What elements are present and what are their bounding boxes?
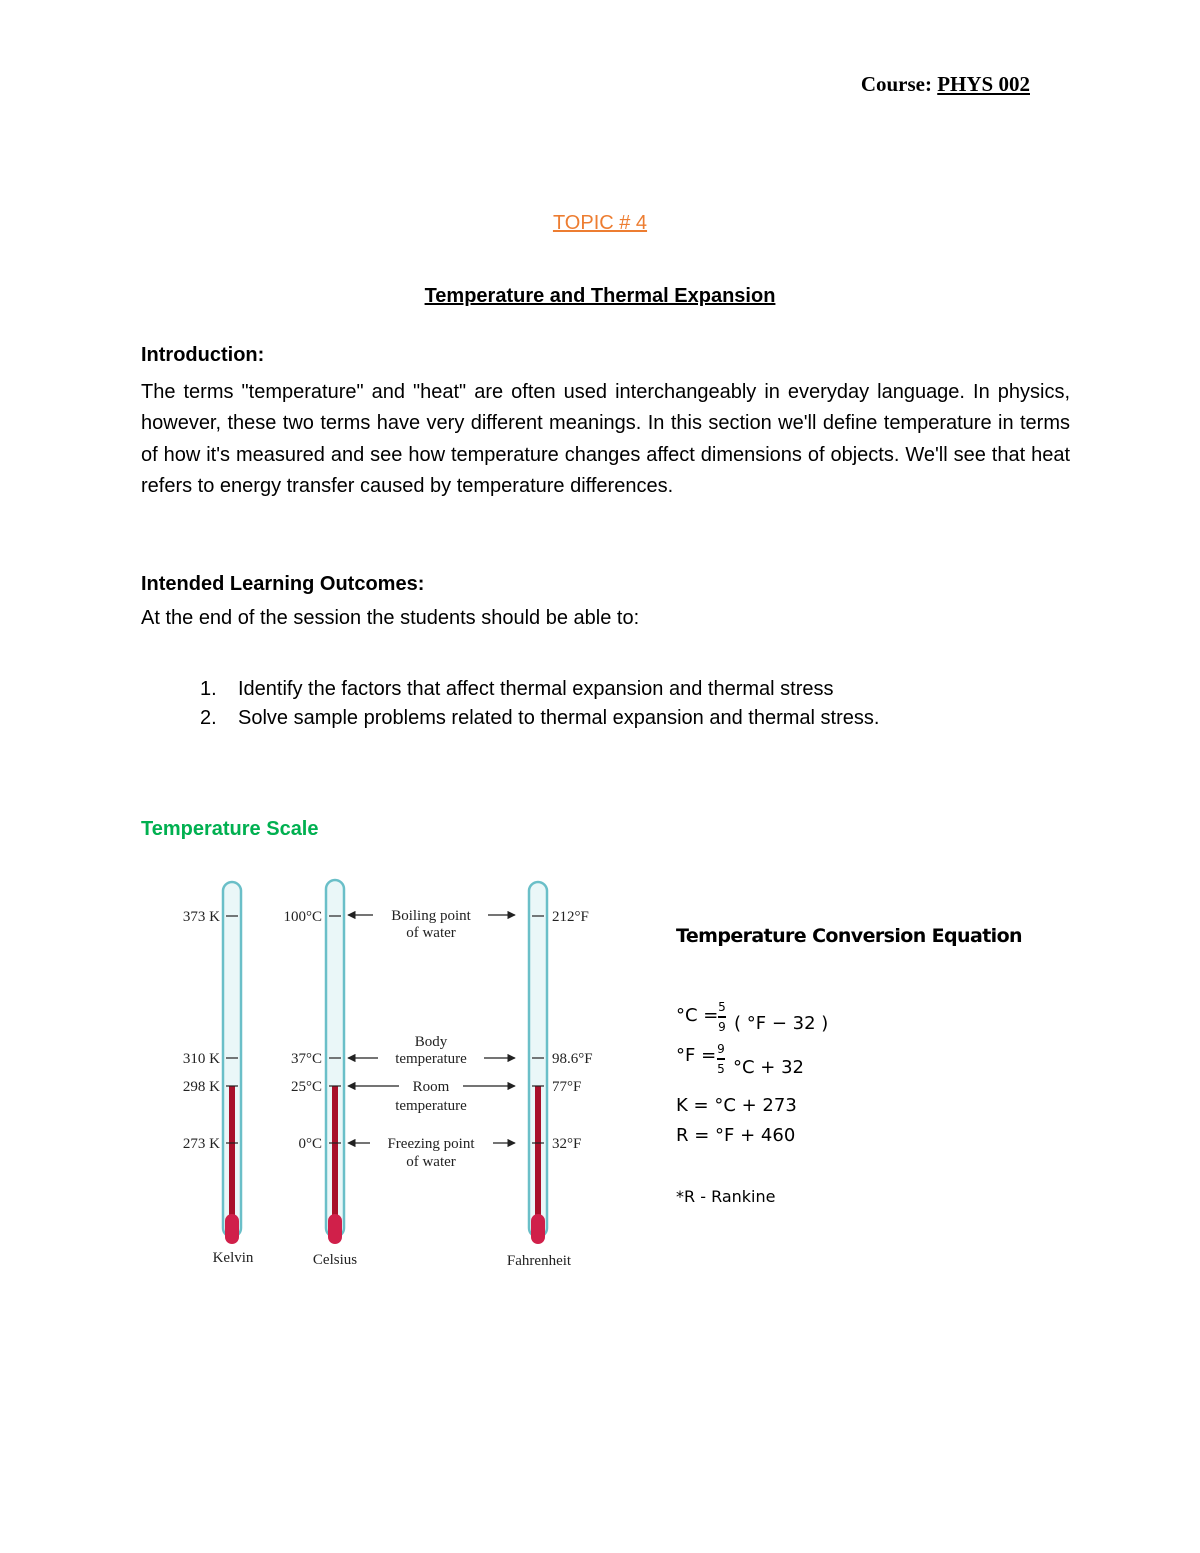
list-item-text: Identify the factors that affect thermal expansion and thermal stress [238, 678, 834, 700]
fahrenheit-bulb [531, 1214, 545, 1244]
conversion-equations [676, 925, 1022, 1206]
course-label [861, 72, 1030, 97]
equation-fahrenheit-rhs: °C + 32 [733, 1057, 804, 1078]
kelvin-label-freezing: 273 K [182, 1136, 220, 1152]
equation-celsius [676, 1005, 718, 1026]
fraction-denominator: 9 [718, 1019, 726, 1034]
fraction-numerator: 5 [718, 1000, 726, 1014]
equation-rankine: R = °F + 460 [676, 1125, 796, 1146]
room-temperature-marker [348, 1079, 515, 1114]
conversion-heading: Temperature Conversion Equation [676, 925, 1022, 947]
body-temperature-line1: Body [414, 1034, 448, 1050]
celsius-label-room: 25°C [290, 1079, 322, 1095]
temperature-scale-heading: Temperature Scale [141, 818, 319, 840]
kelvin-name: Kelvin [212, 1250, 254, 1266]
freezing-point-marker [348, 1136, 515, 1170]
body-temperature-line2: temperature [395, 1051, 467, 1067]
rankine-note: *R - Rankine [676, 1187, 776, 1206]
list-item-number: 1. [200, 678, 217, 700]
learning-outcomes-list [200, 675, 879, 733]
kelvin-bulb [225, 1214, 239, 1244]
list-item [200, 704, 879, 733]
equation-fahrenheit-lhs: °F = [676, 1045, 717, 1066]
kelvin-thermometer [183, 882, 254, 1266]
fahrenheit-label-boiling: 212°F [552, 909, 589, 925]
kelvin-liquid [229, 1086, 235, 1226]
topic-number: TOPIC # 4 [552, 212, 648, 234]
equation-celsius-rhs: ( °F − 32 ) [734, 1013, 829, 1034]
boiling-point-line2: of water [406, 925, 456, 941]
list-item-text: Solve sample problems related to thermal expansion and thermal stress. [238, 707, 880, 729]
celsius-name: Celsius [312, 1252, 358, 1268]
fraction-bar [717, 1058, 725, 1060]
room-temperature-line2: temperature [395, 1098, 467, 1114]
celsius-thermometer [283, 880, 357, 1268]
fahrenheit-label-room: 77°F [552, 1079, 582, 1095]
equation-celsius-lhs: °C = [676, 1005, 719, 1026]
page-title: Temperature and Thermal Expansion [424, 285, 776, 307]
fraction-numerator: 9 [717, 1042, 725, 1056]
temperature-scale-diagram [165, 872, 605, 1272]
equation-celsius-fraction [718, 1001, 726, 1033]
celsius-liquid [332, 1086, 338, 1226]
fahrenheit-label-freezing: 32°F [552, 1136, 582, 1152]
boiling-point-marker [348, 908, 515, 941]
fraction-denominator: 5 [717, 1061, 725, 1076]
introduction-text: The terms "temperature" and "heat" are often used interchangeably in everyday language. In physics, however, these two terms have very different meanings. In this section we'll define temperature in terms of how it's measured and see how temperature changes affect dimensions of objects. We'll see that heat refers to energy transfer caused by temperature differences. [141, 381, 1070, 497]
course-label-text: Course: [860, 72, 932, 96]
fraction-bar [718, 1016, 726, 1018]
room-temperature-line1: Room [412, 1079, 450, 1095]
learning-outcomes-lead: At the end of the session the students should be able to: [141, 607, 640, 629]
list-item [200, 675, 879, 704]
equation-fahrenheit [676, 1045, 716, 1066]
fahrenheit-liquid [535, 1086, 541, 1226]
fahrenheit-thermometer [507, 882, 593, 1269]
learning-outcomes-heading: Intended Learning Outcomes: [141, 573, 425, 595]
fahrenheit-label-body: 98.6°F [552, 1051, 593, 1067]
fahrenheit-name: Fahrenheit [506, 1253, 572, 1269]
equation-fahrenheit-fraction [717, 1043, 725, 1075]
equation-kelvin: K = °C + 273 [676, 1095, 797, 1116]
freezing-point-line2: of water [406, 1154, 456, 1170]
celsius-bulb [328, 1214, 342, 1244]
kelvin-label-room: 298 K [182, 1079, 220, 1095]
course-code: PHYS 002 [937, 72, 1030, 96]
freezing-point-line1: Freezing point [387, 1136, 475, 1152]
boiling-point-line1: Boiling point [391, 908, 471, 924]
list-item-number: 2. [200, 707, 217, 729]
celsius-label-boiling: 100°C [283, 909, 322, 925]
celsius-label-body: 37°C [290, 1051, 322, 1067]
kelvin-label-body: 310 K [182, 1051, 220, 1067]
introduction-heading: Introduction: [141, 344, 265, 366]
kelvin-label-boiling: 373 K [182, 909, 220, 925]
celsius-label-freezing: 0°C [298, 1136, 322, 1152]
body-temperature-marker [348, 1034, 515, 1067]
